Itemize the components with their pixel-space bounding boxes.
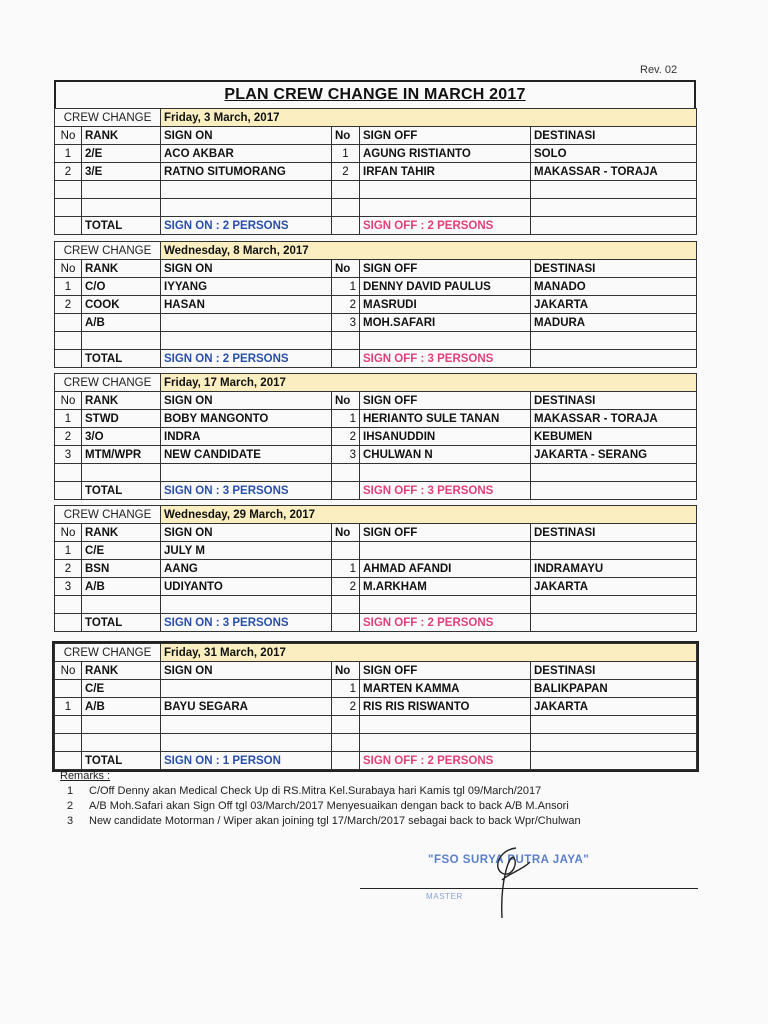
row-rank: COOK — [82, 296, 161, 314]
row-no — [55, 680, 82, 698]
remarks-title: Remarks : — [60, 770, 111, 782]
row-destinasi: JAKARTA - SERANG — [531, 446, 697, 464]
row-rank — [82, 734, 161, 752]
row-no2: 3 — [332, 446, 360, 464]
row-destinasi — [531, 464, 697, 482]
col-header-sign-on: SIGN ON — [161, 524, 332, 542]
row-no2: 2 — [332, 163, 360, 181]
row-no2: 2 — [332, 578, 360, 596]
row-sign-on: NEW CANDIDATE — [161, 446, 332, 464]
total-blank — [531, 482, 697, 500]
row-no: 1 — [55, 278, 82, 296]
row-no — [55, 181, 82, 199]
row-sign-off: DENNY DAVID PAULUS — [360, 278, 531, 296]
table-row — [55, 163, 697, 181]
total-blank — [531, 217, 697, 235]
row-sign-on: INDRA — [161, 428, 332, 446]
remark-number: 2 — [67, 800, 74, 812]
col-header-destinasi: DESTINASI — [531, 260, 697, 278]
remarks-block — [60, 770, 581, 829]
col-header-no2: No — [332, 524, 360, 542]
row-rank — [82, 464, 161, 482]
column-header-row — [55, 260, 697, 278]
crew-change-header-row — [55, 109, 697, 127]
row-sign-off — [360, 464, 531, 482]
remark-text: C/Off Denny akan Medical Check Up di RS.Mitra Kel.Surabaya hari Kamis tgl 09/March/2017 — [89, 785, 542, 797]
col-header-sign-off: SIGN OFF — [360, 524, 531, 542]
col-header-destinasi: DESTINASI — [531, 392, 697, 410]
total-label: TOTAL — [82, 752, 161, 770]
row-sign-on: HASAN — [161, 296, 332, 314]
row-sign-on — [161, 332, 332, 350]
row-no2 — [332, 734, 360, 752]
row-sign-on — [161, 314, 332, 332]
table-row — [55, 410, 697, 428]
crew-change-table — [54, 505, 697, 632]
total-sign-off: SIGN OFF : 3 PERSONS — [360, 482, 531, 500]
row-sign-on — [161, 716, 332, 734]
crew-change-date: Friday, 31 March, 2017 — [161, 644, 697, 662]
total-label: TOTAL — [82, 614, 161, 632]
col-header-destinasi: DESTINASI — [531, 524, 697, 542]
row-no2: 2 — [332, 296, 360, 314]
total-sign-off: SIGN OFF : 2 PERSONS — [360, 614, 531, 632]
crew-change-date: Friday, 17 March, 2017 — [161, 374, 697, 392]
crew-change-label: CREW CHANGE — [55, 506, 161, 524]
row-sign-on: RATNO SITUMORANG — [161, 163, 332, 181]
row-sign-on: BOBY MANGONTO — [161, 410, 332, 428]
remark-number: 1 — [67, 785, 74, 797]
table-row — [55, 596, 697, 614]
row-destinasi: MANADO — [531, 278, 697, 296]
row-destinasi — [531, 332, 697, 350]
total-sign-on: SIGN ON : 1 PERSON — [161, 752, 332, 770]
table-row — [55, 199, 697, 217]
col-header-no: No — [55, 524, 82, 542]
row-sign-off — [360, 542, 531, 560]
crew-change-label: CREW CHANGE — [55, 242, 161, 260]
row-no2: 1 — [332, 680, 360, 698]
remark-item — [67, 799, 581, 814]
col-header-no2: No — [332, 392, 360, 410]
crew-change-table — [54, 108, 697, 235]
total-label: TOTAL — [82, 217, 161, 235]
row-destinasi: INDRAMAYU — [531, 560, 697, 578]
col-header-sign-off: SIGN OFF — [360, 392, 531, 410]
row-no: 1 — [55, 410, 82, 428]
crew-change-header-row — [55, 644, 697, 662]
row-sign-on — [161, 464, 332, 482]
column-header-row — [55, 127, 697, 145]
total-sign-on: SIGN ON : 3 PERSONS — [161, 614, 332, 632]
col-header-rank: RANK — [82, 662, 161, 680]
crew-change-table — [54, 643, 697, 770]
row-no2 — [332, 332, 360, 350]
col-header-no2: No — [332, 127, 360, 145]
row-sign-off: RIS RIS RISWANTO — [360, 698, 531, 716]
table-row — [55, 428, 697, 446]
crew-change-table — [54, 373, 697, 500]
row-destinasi — [531, 199, 697, 217]
remark-text: New candidate Motorman / Wiper akan joining tgl 17/March/2017 sebagai back to back Wpr/Chulwan — [89, 815, 581, 827]
row-sign-on: BAYU SEGARA — [161, 698, 332, 716]
row-destinasi: MAKASSAR - TORAJA — [531, 410, 697, 428]
row-rank — [82, 332, 161, 350]
table-row — [55, 542, 697, 560]
row-rank: C/O — [82, 278, 161, 296]
row-no2: 1 — [332, 410, 360, 428]
remark-text: A/B Moh.Safari akan Sign Off tgl 03/March/2017 Menyesuaikan dengan back to back A/B M.Ansori — [89, 800, 569, 812]
row-no2 — [332, 542, 360, 560]
row-no: 3 — [55, 578, 82, 596]
row-sign-off — [360, 596, 531, 614]
row-sign-on: AANG — [161, 560, 332, 578]
col-header-sign-on: SIGN ON — [161, 392, 332, 410]
row-no2: 1 — [332, 278, 360, 296]
total-blank — [531, 614, 697, 632]
row-no: 2 — [55, 560, 82, 578]
crew-change-table — [54, 241, 697, 368]
row-no2 — [332, 181, 360, 199]
row-rank: STWD — [82, 410, 161, 428]
total-blank — [332, 217, 360, 235]
col-header-destinasi: DESTINASI — [531, 127, 697, 145]
total-row — [55, 614, 697, 632]
row-sign-off — [360, 716, 531, 734]
row-rank: 2/E — [82, 145, 161, 163]
total-blank — [55, 614, 82, 632]
column-header-row — [55, 392, 697, 410]
row-sign-off: M.ARKHAM — [360, 578, 531, 596]
table-row — [55, 578, 697, 596]
col-header-rank: RANK — [82, 260, 161, 278]
signature-area — [360, 840, 700, 930]
row-destinasi: MAKASSAR - TORAJA — [531, 163, 697, 181]
row-sign-off: AGUNG RISTIANTO — [360, 145, 531, 163]
table-row — [55, 296, 697, 314]
row-rank: 3/E — [82, 163, 161, 181]
col-header-sign-off: SIGN OFF — [360, 127, 531, 145]
table-row — [55, 332, 697, 350]
row-no: 2 — [55, 163, 82, 181]
total-row — [55, 217, 697, 235]
row-no2 — [332, 716, 360, 734]
total-label: TOTAL — [82, 482, 161, 500]
row-sign-on — [161, 680, 332, 698]
row-no: 2 — [55, 296, 82, 314]
col-header-no: No — [55, 260, 82, 278]
row-rank: A/B — [82, 578, 161, 596]
row-no2: 3 — [332, 314, 360, 332]
row-sign-on: ACO AKBAR — [161, 145, 332, 163]
remark-number: 3 — [67, 815, 74, 827]
row-no — [55, 464, 82, 482]
row-rank — [82, 199, 161, 217]
remark-item — [67, 784, 581, 799]
col-header-no2: No — [332, 260, 360, 278]
table-row — [55, 314, 697, 332]
table-row — [55, 446, 697, 464]
col-header-rank: RANK — [82, 392, 161, 410]
row-destinasi: BALIKPAPAN — [531, 680, 697, 698]
col-header-sign-off: SIGN OFF — [360, 260, 531, 278]
row-destinasi — [531, 734, 697, 752]
title-box — [54, 80, 696, 108]
total-label: TOTAL — [82, 350, 161, 368]
total-row — [55, 752, 697, 770]
total-blank — [332, 614, 360, 632]
row-destinasi — [531, 181, 697, 199]
table-row — [55, 560, 697, 578]
row-rank: A/B — [82, 698, 161, 716]
row-rank: 3/O — [82, 428, 161, 446]
crew-change-label: CREW CHANGE — [55, 109, 161, 127]
row-no2: 1 — [332, 560, 360, 578]
total-blank — [332, 350, 360, 368]
col-header-sign-on: SIGN ON — [161, 127, 332, 145]
row-rank: C/E — [82, 680, 161, 698]
crew-change-header-row — [55, 374, 697, 392]
row-no2 — [332, 199, 360, 217]
row-no2: 2 — [332, 698, 360, 716]
total-blank — [332, 482, 360, 500]
table-row — [55, 181, 697, 199]
company-stamp: "FSO SURYA PUTRA JAYA" — [428, 854, 590, 866]
total-sign-on: SIGN ON : 2 PERSONS — [161, 217, 332, 235]
row-no2: 2 — [332, 428, 360, 446]
total-sign-off: SIGN OFF : 2 PERSONS — [360, 217, 531, 235]
total-blank — [55, 752, 82, 770]
total-sign-off: SIGN OFF : 2 PERSONS — [360, 752, 531, 770]
crew-change-header-row — [55, 506, 697, 524]
table-row — [55, 680, 697, 698]
row-no: 1 — [55, 698, 82, 716]
row-destinasi: JAKARTA — [531, 296, 697, 314]
row-rank: C/E — [82, 542, 161, 560]
total-row — [55, 350, 697, 368]
revision-label: Rev. 02 — [640, 64, 678, 76]
row-rank: BSN — [82, 560, 161, 578]
master-label: MASTER — [426, 892, 463, 901]
row-sign-on: JULY M — [161, 542, 332, 560]
table-row — [55, 464, 697, 482]
row-sign-off: MOH.SAFARI — [360, 314, 531, 332]
total-blank — [55, 217, 82, 235]
row-sign-off: CHULWAN N — [360, 446, 531, 464]
total-sign-on: SIGN ON : 2 PERSONS — [161, 350, 332, 368]
total-row — [55, 482, 697, 500]
row-sign-off: MASRUDI — [360, 296, 531, 314]
total-sign-on: SIGN ON : 3 PERSONS — [161, 482, 332, 500]
row-no: 1 — [55, 145, 82, 163]
row-sign-off — [360, 734, 531, 752]
row-sign-off: IHSANUDDIN — [360, 428, 531, 446]
col-header-sign-off: SIGN OFF — [360, 662, 531, 680]
row-sign-off: AHMAD AFANDI — [360, 560, 531, 578]
table-row — [55, 698, 697, 716]
col-header-no: No — [55, 662, 82, 680]
row-sign-off — [360, 181, 531, 199]
table-row — [55, 145, 697, 163]
total-blank — [531, 752, 697, 770]
table-row — [55, 734, 697, 752]
row-sign-on — [161, 181, 332, 199]
row-no — [55, 332, 82, 350]
row-no2 — [332, 596, 360, 614]
remark-item — [67, 814, 581, 829]
row-rank: MTM/WPR — [82, 446, 161, 464]
row-destinasi: JAKARTA — [531, 698, 697, 716]
row-destinasi: SOLO — [531, 145, 697, 163]
document-title: PLAN CREW CHANGE IN MARCH 2017 — [224, 86, 526, 103]
row-no2 — [332, 464, 360, 482]
row-destinasi: KEBUMEN — [531, 428, 697, 446]
col-header-no: No — [55, 127, 82, 145]
row-sign-on — [161, 596, 332, 614]
col-header-no: No — [55, 392, 82, 410]
table-row — [55, 278, 697, 296]
col-header-no2: No — [332, 662, 360, 680]
row-sign-on: UDIYANTO — [161, 578, 332, 596]
column-header-row — [55, 662, 697, 680]
row-sign-off — [360, 332, 531, 350]
col-header-sign-on: SIGN ON — [161, 260, 332, 278]
crew-change-label: CREW CHANGE — [55, 374, 161, 392]
row-sign-off: IRFAN TAHIR — [360, 163, 531, 181]
row-sign-on: IYYANG — [161, 278, 332, 296]
column-header-row — [55, 524, 697, 542]
row-rank: A/B — [82, 314, 161, 332]
row-no: 3 — [55, 446, 82, 464]
row-destinasi: JAKARTA — [531, 578, 697, 596]
crew-change-label: CREW CHANGE — [55, 644, 161, 662]
total-blank — [55, 350, 82, 368]
row-no: 1 — [55, 542, 82, 560]
row-no — [55, 314, 82, 332]
col-header-rank: RANK — [82, 127, 161, 145]
row-destinasi — [531, 716, 697, 734]
row-sign-on — [161, 734, 332, 752]
row-no — [55, 199, 82, 217]
col-header-rank: RANK — [82, 524, 161, 542]
row-no2: 1 — [332, 145, 360, 163]
row-sign-off: HERIANTO SULE TANAN — [360, 410, 531, 428]
row-rank — [82, 716, 161, 734]
row-no — [55, 716, 82, 734]
handwritten-signature — [478, 840, 538, 922]
row-destinasi — [531, 542, 697, 560]
row-sign-off — [360, 199, 531, 217]
col-header-destinasi: DESTINASI — [531, 662, 697, 680]
row-rank — [82, 181, 161, 199]
crew-change-header-row — [55, 242, 697, 260]
total-blank — [531, 350, 697, 368]
row-no — [55, 596, 82, 614]
row-rank — [82, 596, 161, 614]
row-destinasi — [531, 596, 697, 614]
total-sign-off: SIGN OFF : 3 PERSONS — [360, 350, 531, 368]
col-header-sign-on: SIGN ON — [161, 662, 332, 680]
crew-change-date: Wednesday, 29 March, 2017 — [161, 506, 697, 524]
table-row — [55, 716, 697, 734]
crew-change-date: Wednesday, 8 March, 2017 — [161, 242, 697, 260]
total-blank — [332, 752, 360, 770]
row-no — [55, 734, 82, 752]
total-blank — [55, 482, 82, 500]
row-no: 2 — [55, 428, 82, 446]
row-destinasi: MADURA — [531, 314, 697, 332]
row-sign-on — [161, 199, 332, 217]
crew-change-date: Friday, 3 March, 2017 — [161, 109, 697, 127]
row-sign-off: MARTEN KAMMA — [360, 680, 531, 698]
